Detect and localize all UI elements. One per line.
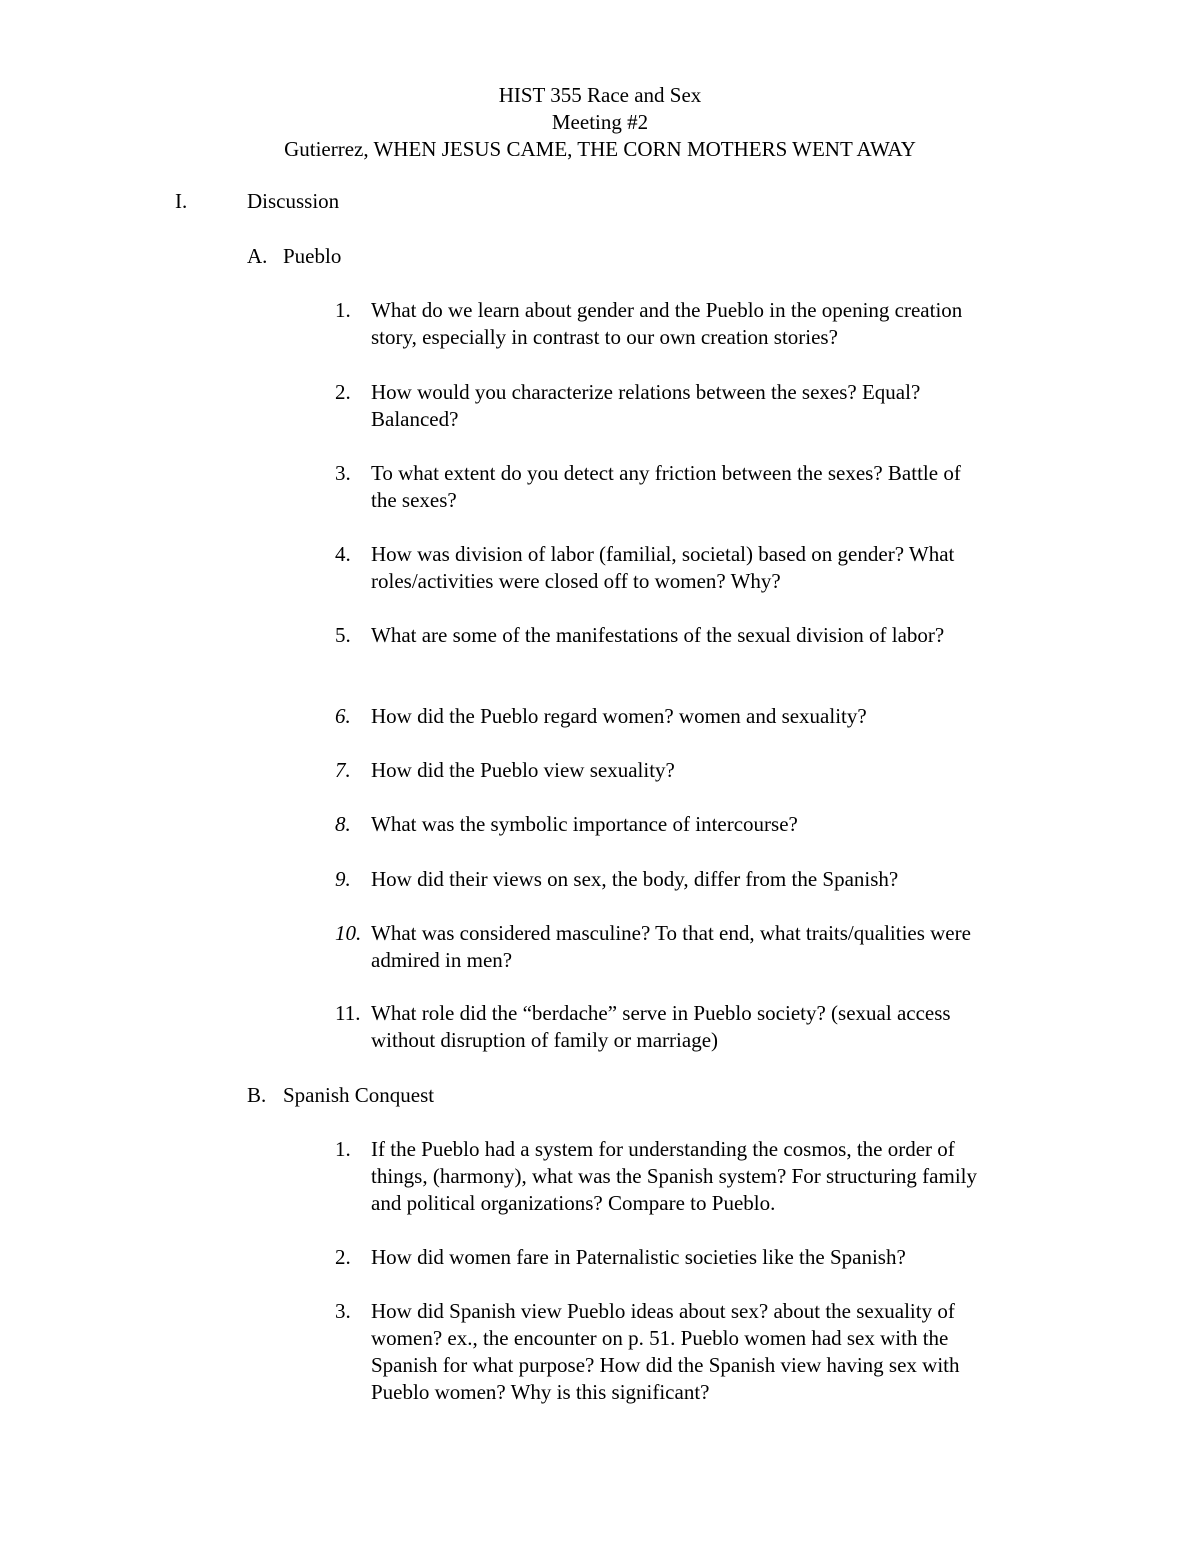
question-line: What was considered masculine? To that end, what traits/qualities were xyxy=(371,921,971,945)
question-number: 2. xyxy=(335,1245,351,1269)
question-text xyxy=(371,757,1061,784)
subsection-b-letter: B. xyxy=(247,1083,267,1107)
question-text xyxy=(371,297,1061,351)
question-line: How did Spanish view Pueblo ideas about sex? about the sexuality of xyxy=(371,1299,955,1323)
question-line: Balanced? xyxy=(371,407,459,431)
question-line: How did the Pueblo regard women? women and sexuality? xyxy=(371,704,867,728)
question-line: To what extent do you detect any friction between the sexes? Battle of xyxy=(371,461,961,485)
question-number: 3. xyxy=(335,461,351,485)
question-text xyxy=(371,460,1061,514)
course-title: HIST 355 Race and Sex xyxy=(498,83,702,107)
question-number: 5. xyxy=(335,623,351,647)
question-line: Spanish for what purpose? How did the Spanish view having sex with xyxy=(371,1353,960,1377)
question-line: and political organizations? Compare to Pueblo. xyxy=(371,1191,776,1215)
question-line: What was the symbolic importance of intercourse? xyxy=(371,812,798,836)
reading-title: Gutierrez, WHEN JESUS CAME, THE CORN MOTHERS WENT AWAY xyxy=(284,137,916,161)
question-number: 7. xyxy=(335,758,351,782)
question-line: roles/activities were closed off to women? Why? xyxy=(371,569,781,593)
question-line: admired in men? xyxy=(371,948,513,972)
question-number: 9. xyxy=(335,867,351,891)
question-line: What role did the “berdache” serve in Pueblo society? (sexual access xyxy=(371,1001,951,1025)
question-line: Pueblo women? Why is this significant? xyxy=(371,1380,710,1404)
question-text xyxy=(371,1136,1061,1217)
question-line: How was division of labor (familial, societal) based on gender? What xyxy=(371,542,955,566)
question-line: What do we learn about gender and the Pueblo in the opening creation xyxy=(371,298,963,322)
question-line: How did women fare in Paternalistic societies like the Spanish? xyxy=(371,1245,906,1269)
question-text xyxy=(371,1298,1061,1406)
question-line: What are some of the manifestations of the sexual division of labor? xyxy=(371,623,945,647)
section-title: Discussion xyxy=(247,189,340,213)
question-number: 8. xyxy=(335,812,351,836)
question-number: 10. xyxy=(335,921,362,945)
section-numeral: I. xyxy=(175,189,188,213)
question-text xyxy=(371,703,1061,730)
question-text xyxy=(371,1000,1061,1054)
question-line: How would you characterize relations between the sexes? Equal? xyxy=(371,380,921,404)
question-line: story, especially in contrast to our own creation stories? xyxy=(371,325,838,349)
question-line: If the Pueblo had a system for understanding the cosmos, the order of xyxy=(371,1137,955,1161)
subsection-a-letter: A. xyxy=(247,244,268,268)
question-number: 1. xyxy=(335,1137,351,1161)
question-text xyxy=(371,866,1061,893)
question-line: without disruption of family or marriage) xyxy=(371,1028,719,1052)
question-text xyxy=(371,541,1061,595)
question-number: 4. xyxy=(335,542,351,566)
question-number: 1. xyxy=(335,298,351,322)
question-text xyxy=(371,1244,1061,1271)
question-line: the sexes? xyxy=(371,488,457,512)
question-text xyxy=(371,379,1061,433)
question-number: 2. xyxy=(335,380,351,404)
meeting-title: Meeting #2 xyxy=(551,110,649,134)
question-line: How did their views on sex, the body, differ from the Spanish? xyxy=(371,867,899,891)
question-line: women? ex., the encounter on p. 51. Pueblo women had sex with the xyxy=(371,1326,949,1350)
question-line: things, (harmony), what was the Spanish system? For structuring family xyxy=(371,1164,977,1188)
question-text xyxy=(371,622,1061,649)
question-text xyxy=(371,920,1061,974)
document-header xyxy=(0,82,1200,163)
question-number: 6. xyxy=(335,704,351,728)
question-number: 3. xyxy=(335,1299,351,1323)
subsection-a-title: Pueblo xyxy=(283,244,342,268)
question-text xyxy=(371,811,1061,838)
question-line: How did the Pueblo view sexuality? xyxy=(371,758,675,782)
question-number: 11. xyxy=(335,1001,361,1025)
subsection-b-title: Spanish Conquest xyxy=(283,1083,435,1107)
